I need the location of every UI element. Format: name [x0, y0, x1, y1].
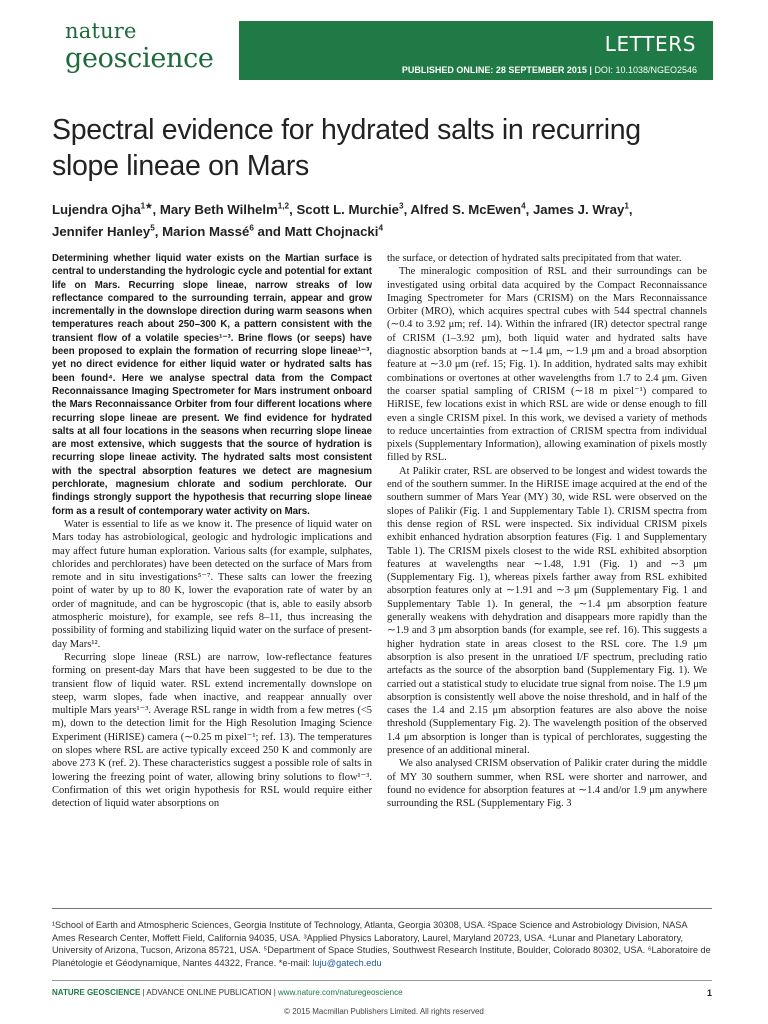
email-link[interactable]: luju@gatech.edu: [312, 957, 382, 968]
doi-link[interactable]: DOI: 10.1038/NGEO2546: [594, 65, 697, 75]
author[interactable]: Matt Chojnacki$^4$: [284, 223, 383, 239]
left-column: [52, 252, 372, 810]
author[interactable]: Lujendra Ojha$^{1★}$: [52, 201, 153, 217]
author[interactable]: James J. Wray$^1$: [532, 201, 629, 217]
author[interactable]: Jennifer Hanley$^5$: [52, 223, 155, 239]
affiliations-text: ¹School of Earth and Atmospheric Sciences, Georgia Institute of Technology, Atlanta, Georgia 30308, USA. ²Space Science and Astrobiology Division, NASA Ames Research Center, Moffett Field, California 94035, USA. ³Applied Physics Laboratory, Laurel, Maryland 20723, USA. ⁴Lunar and Planetary Laboratory, University of Arizona, Tucson, Arizona 85721, USA. ⁵Department of Space Studies, Southwest Research Institute, Boulder, Colorado 80302, USA. ⁶Laboratoire de Planétologie et Géodynamique, Nantes 44322, France. *e-mail:: [52, 920, 711, 968]
journal-logo: [52, 21, 228, 79]
body-paragraph: the surface, or detection of hydrated salts precipitated from that water.: [387, 253, 682, 264]
section-label: LETTERS: [604, 32, 696, 56]
footer-url-link[interactable]: www.nature.com/naturegeoscience: [278, 988, 403, 997]
footer-edition: | ADVANCE ONLINE PUBLICATION |: [142, 988, 276, 997]
copyright-notice: © 2015 Macmillan Publishers Limited. All rights reserved: [284, 1007, 484, 1016]
abstract: Determining whether liquid water exists on the Martian surface is central to understanding the hydrologic cycle and potential for extant life on Mars. Recurring slope lineae, narrow streaks of low reflectance compared to the surrounding terrain, appear and grow incrementally in the downslope direction during warm seasons when temperatures reach about 250–300 K, a pattern consistent with the transient flow of a volatile species¹⁻³. Brine flows (or seeps) have been proposed to explain the formation of recurring slope lineae¹⁻³, yet no direct evidence for either liquid water or hydrated salts has been found⁴. Here we analyse spectral data from the Compact Reconnaissance Imaging Spectrometer for Mars instrument onboard the Mars Reconnaissance Orbiter from four different locations where recurring slope lineae are present. We find evidence for hydrated salts at all four locations in the seasons when recurring slope lineae are most extensive, which suggests that the source of hydration is recurring slope lineae activity. The hydrated salts most consistent with the spectral absorption features we detect are magnesium perchlorate, magnesium chlorate and sodium perchlorate. Our findings strongly support the hypothesis that recurring slope lineae form as a result of contemporary water activity on Mars.: [52, 253, 372, 517]
page-number: 1: [706, 988, 712, 998]
affiliations: [52, 919, 712, 969]
divider: [52, 908, 712, 909]
author[interactable]: Alfred S. McEwen$^4$: [410, 201, 526, 217]
divider: [52, 980, 712, 981]
header-banner: [239, 21, 713, 80]
published-date: PUBLISHED ONLINE: 28 SEPTEMBER 2015: [401, 65, 587, 75]
author[interactable]: Marion Massé$^6$: [162, 223, 254, 239]
body-paragraph: At Palikir crater, RSL are observed to be longest and widest towards the end of the southern summer. In the HiRISE image acquired at the end of the southern summer of Mars Year (MY) 30, wide RSL were observed on the slopes of Palikir (Fig. 1 and Supplementary Table 1). CRISM spectra from this dense region of RSL were inspected. Six individual CRISM pixels exhibit enhanced hydration absorption features (Fig. 1 and Supplementary Table 1). The CRISM pixels closest to the wide RSL exhibited absorption features at wavelengths near ∼1.48, 1.91 (Fig. 1) and ∼3 μm (Supplementary Fig. 1), whereas pixels farther away from RSL exhibited absorption features only at ∼1.91 and ∼3 μm (Supplementary Fig. 1 and Supplementary Table 1). In general, the ∼1.4 μm absorption feature generally weakens with dehydration and disappears more rapidly than the ∼1.9 and 3 μm absorption bands (for example, see ref. 16). This suggests a higher hydration state in areas closest to the RSL core. The 1.9 μm absorption is also present in the unratioed I/F spectrum, precluding ratio artefacts as the source of the absorption band (Supplementary Fig. 1). We carried out a statistical study to elucidate true signal from noise. The 1.9 μm absorption is consistently well above the noise threshold, and in half of the cases the 1.4 and 2.15 μm absorption features are also above the noise threshold (Supplementary Fig. 2). The wavelength position of the observed 1.4 μm absorption is longer than is typical of perchlorates, suggesting the presence of an additional mineral.: [387, 465, 707, 756]
logo-geoscience-text: geoscience: [65, 43, 214, 74]
author[interactable]: Mary Beth Wilhelm$^{1,2}$: [159, 201, 290, 217]
body-paragraph: We also analysed CRISM observation of Palikir crater during the middle of MY 30 southern summer, when RSL were shorter and narrower, and found no evidence for absorption features at ∼1.4 and/or 1.9 μm anywhere surrounding the RSL (Supplementary Fig. 3: [387, 758, 707, 810]
article-title: Spectral evidence for hydrated salts in recurring slope lineae on Mars: [52, 114, 641, 182]
logo-nature-text: nature: [65, 19, 137, 43]
author-list: Lujendra Ojha$^{1★}$, Mary Beth Wilhelm$^{1,2}$, Scott L. Murchie$^3$, Alfred S. McEwen$^4$, James J. Wray$^1$, Jennifer Hanley$^5$, Marion Massé$^6$ and Matt Chojnacki$^4$: [52, 201, 633, 239]
right-column: [387, 252, 707, 810]
body-paragraph: Water is essential to life as we know it. The presence of liquid water on Mars today has astrobiological, geologic and hydrologic implications and may affect future human exploration. Various salts (for example, sulphates, chlorides and perchlorates) have been detected on the surface of Mars from remote and in situ investigations⁵⁻⁷. These salts can lower the freezing point of water by up to 80 K, lower the evaporation rate of water by an order of magnitude, and can be hygroscopic (that is, able to easily absorb atmospheric moisture), for example, see refs 8–11, thus increasing the possibility of forming and stabilizing liquid water on the surface of present-day Mars¹².: [52, 518, 372, 650]
footer-journal: NATURE GEOSCIENCE: [52, 988, 141, 997]
author[interactable]: Scott L. Murchie$^3$: [296, 201, 404, 217]
page-footer: [52, 988, 712, 997]
body-paragraph: The mineralogic composition of RSL and their surroundings can be investigated using orbital data acquired by the Compact Reconnaissance Imaging Spectrometer for Mars (CRISM) on the Mars Reconnaissance Orbiter (MRO), which acquires spectral cubes with 544 spectral channels (∼0.4 to 3.92 μm; ref. 14). Within the infrared (IR) detector spectral range of CRISM (1–3.92 μm), both liquid water and hydrated salts have diagnostic absorption bands at ∼1.4 μm, ∼1.9 μm and a broad absorption feature at ∼3.0 μm (ref. 15; Fig. 1). In addition, hydrated salts may exhibit combinations or overtones at other wavelengths from 1.7 to 2.4 μm. Given the coarser spatial sampling of CRISM (∼18 m pixel⁻¹) compared to HiRISE, few locations exist in which RSL are wide or dense enough to fill even a single CRISM pixel. In this work, we devised a variety of methods to reduce uncertainties from extraction of CRISM spectra from individual pixels (Supplementary Information), allowing examination of pixels mostly filled by RSL.: [387, 266, 707, 464]
publication-info: PUBLISHED ONLINE: 28 SEPTEMBER 2015 | DOI: 10.1038/NGEO2546: [401, 65, 697, 75]
body-paragraph: Recurring slope lineae (RSL) are narrow, low-reflectance features forming on present-day Mars that have been suggested to be due to the transient flow of liquid water. RSL extend incrementally downslope on steep, warm slopes, fade when inactive, and reappear annually over multiple Mars years¹⁻³. Average RSL range in width from a few metres (<5 m), down to the detection limit for the High Resolution Imaging Science Experiment (HiRISE) camera (∼0.25 m pixel⁻¹; ref. 13). The temperatures on slopes where RSL are active typically exceed 250 K and commonly are above 273 K (ref. 2). These characteristics suggest a possible role of salts in lowering the freezing point of water, allowing briny solutions to flow¹⁻³. Confirmation of this wet origin hypothesis for RSL would require either detection of liquid water absorptions on: [52, 651, 372, 810]
